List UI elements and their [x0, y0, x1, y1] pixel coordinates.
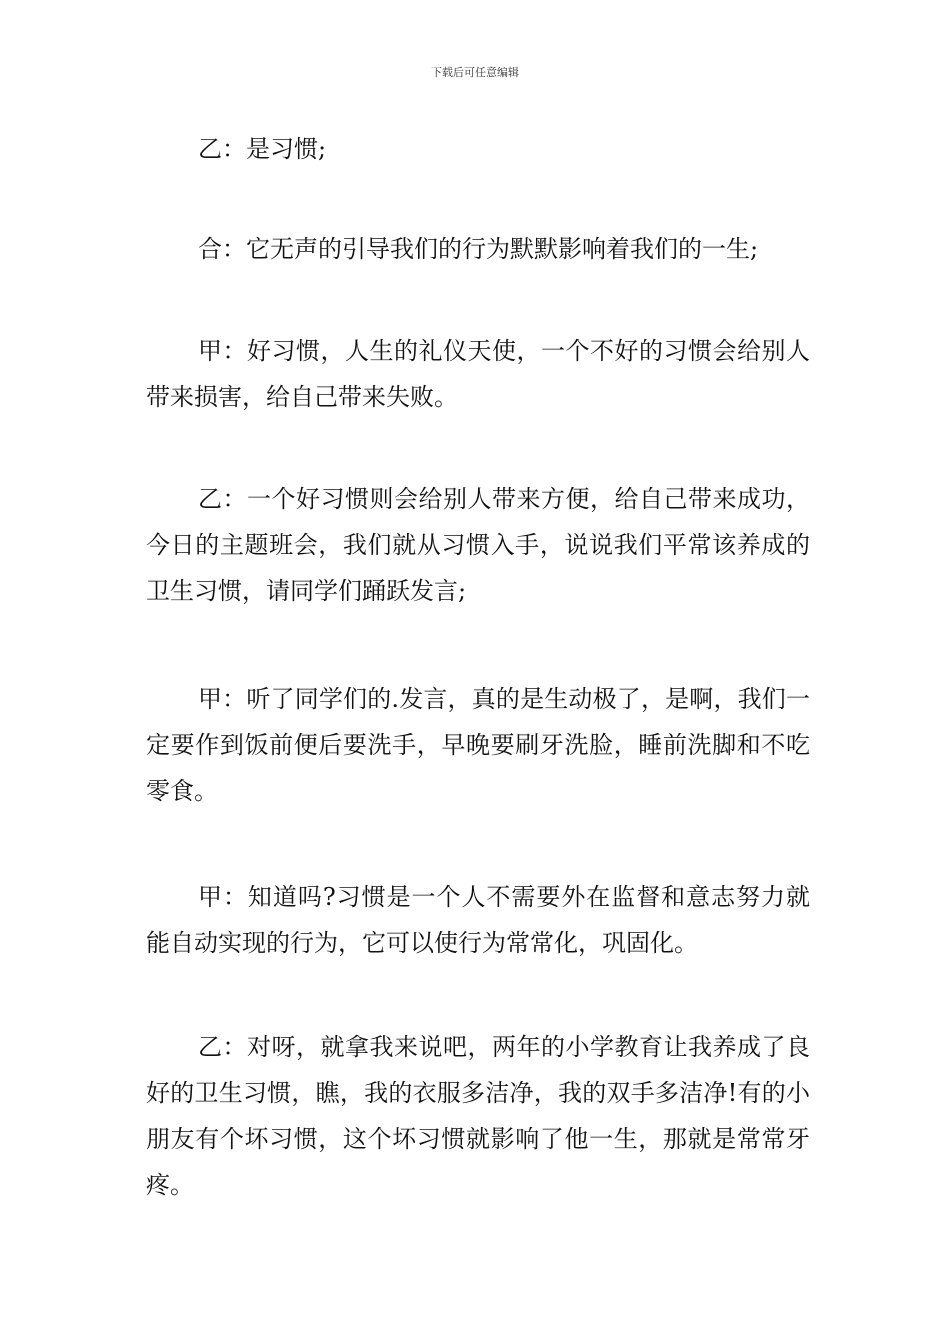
paragraph-7	[146, 1024, 810, 1208]
paragraph-5	[146, 676, 810, 814]
paragraph-4	[146, 476, 810, 614]
paragraph-text: 乙：一个好习惯则会给别人带来方便，给自己带来成功，今日的主题班会，我们就从习惯入手，说说我们平常该养成的卫生习惯，请同学们踊跃发言;	[146, 485, 810, 605]
paragraph-text: 甲：好习惯，人生的礼仪天使，一个不好的习惯会给别人带来损害，给自己带来失败。	[146, 337, 810, 411]
paragraph-1	[146, 126, 810, 172]
paragraph-2	[146, 226, 810, 272]
paragraph-text: 甲：知道吗?习惯是一个人不需要外在监督和意志努力就能自动实现的行为，它可以使行为常常化，巩固化。	[146, 883, 810, 957]
paragraph-3	[146, 328, 810, 420]
paragraph-text: 合：它无声的引导我们的行为默默影响着我们的一生;	[198, 235, 759, 263]
paragraph-text: 乙：是习惯;	[198, 135, 327, 163]
paragraph-text: 甲：听了同学们的.发言，真的是生动极了，是啊，我们一定要作到饭前便后要洗手，早晚要刷牙洗脸，睡前洗脚和不吃零食。	[146, 685, 810, 805]
paragraph-text: 乙：对呀，就拿我来说吧，两年的小学教育让我养成了良好的卫生习惯，瞧，我的衣服多洁净，我的双手多洁净!有的小朋友有个坏习惯，这个坏习惯就影响了他一生，那就是常常牙疼。	[146, 1033, 810, 1199]
page-header: 下载后可任意编辑	[431, 66, 519, 79]
paragraph-6	[146, 874, 810, 966]
